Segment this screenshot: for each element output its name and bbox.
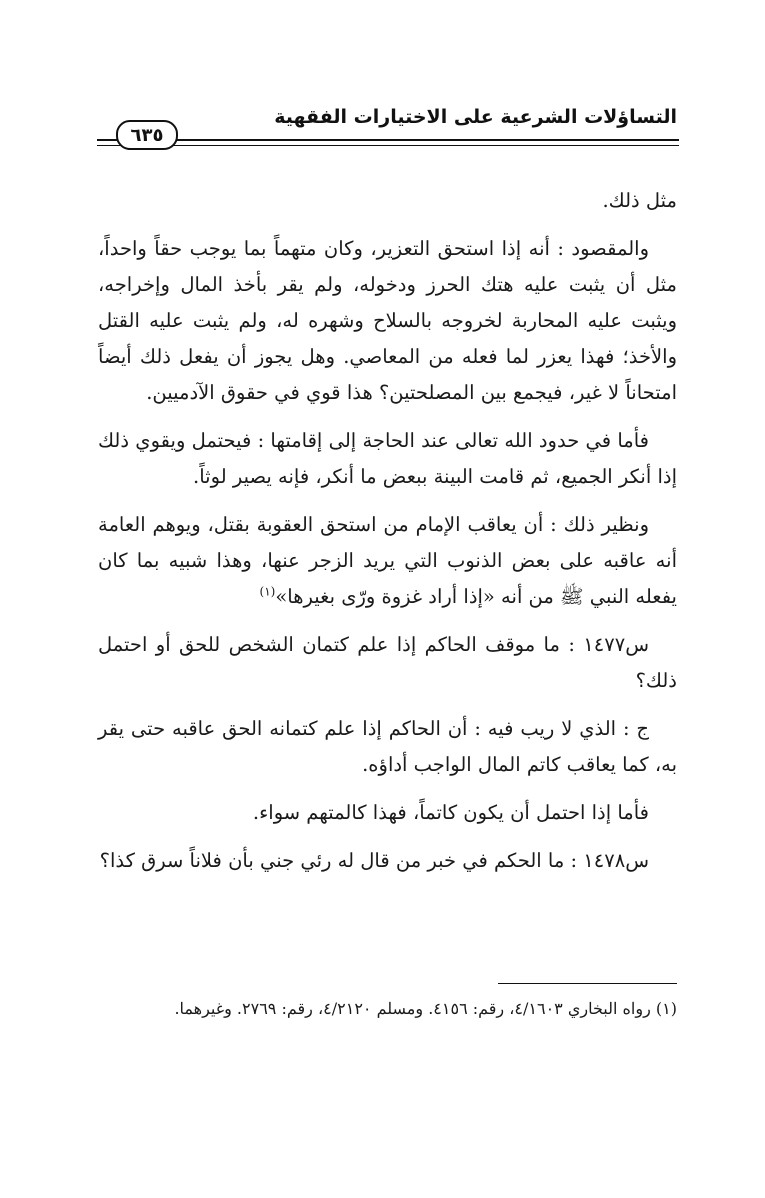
paragraph-4 — [98, 507, 677, 615]
page-number: ٦٣٥ — [130, 124, 164, 146]
paragraph-1: مثل ذلك. — [602, 189, 677, 212]
question-1478: س١٤٧٨ : ما الحكم في خبر من قال له رئي جني بأن فلاناً سرق كذا؟ — [99, 849, 649, 872]
paragraph-4-text: ونظير ذلك : أن يعاقب الإمام من استحق العقوبة بقتل، ويوهم العامة أنه عاقبه على بعض الذنوب التي يريد الزجر عنها، وهذا شبيه بما كان يفعله النبي ﷺ من أنه «إذا أراد غزوة ورّى بغيرها» — [98, 513, 677, 608]
question-1477: س١٤٧٧ : ما موقف الحاكم إذا علم كتمان الشخص للحق أو احتمل ذلك؟ — [98, 633, 677, 692]
footnote-reference: (١) — [259, 584, 276, 599]
paragraph-3: فأما في حدود الله تعالى عند الحاجة إلى إقامتها : فيحتمل ويقوي ذلك إذا أنكر الجميع، ثم قامت البينة ببعض ما أنكر، فإنه يصير لوثاً. — [98, 429, 677, 488]
paragraph-7: فأما إذا احتمل أن يكون كاتماً، فهذا كالمتهم سواء. — [252, 801, 649, 824]
running-header-title: التساؤلات الشرعية على الاختيارات الفقهية — [274, 106, 677, 128]
answer-1477: ج : الذي لا ريب فيه : أن الحاكم إذا علم كتمانه الحق عاقبه حتى يقر به، كما يعاقب كاتم المال الواجب أداؤه. — [98, 717, 677, 776]
footnote — [98, 994, 677, 1024]
footnote-rule — [498, 983, 677, 984]
page-number-badge — [116, 120, 178, 150]
footnote-1: (١) رواه البخاري ٤/١٦٠٣، رقم: ٤١٥٦. ومسلم ٤/٢١٢٠، رقم: ٢٧٦٩. وغيرهما. — [174, 999, 677, 1018]
paragraph-2: والمقصود : أنه إذا استحق التعزير، وكان متهماً بما يوجب حقاً واحداً، مثل أن يثبت عليه هتك الحرز ودخوله، ولم يقر بأخذ المال وإخراجه، ويثبت عليه المحاربة لخروجه بالسلاح وشهره له، ولم يثبت عليه القتل والأخذ؛ فهذا يعزر لما فعله من المعاصي. وهل يجوز أن يفعل ذلك أيضاً امتحاناً لا غير، فيجمع بين المصلحتين؟ هذا قوي في حقوق الآدميين. — [98, 237, 677, 404]
main-text — [98, 183, 677, 891]
header-rule — [97, 139, 679, 146]
